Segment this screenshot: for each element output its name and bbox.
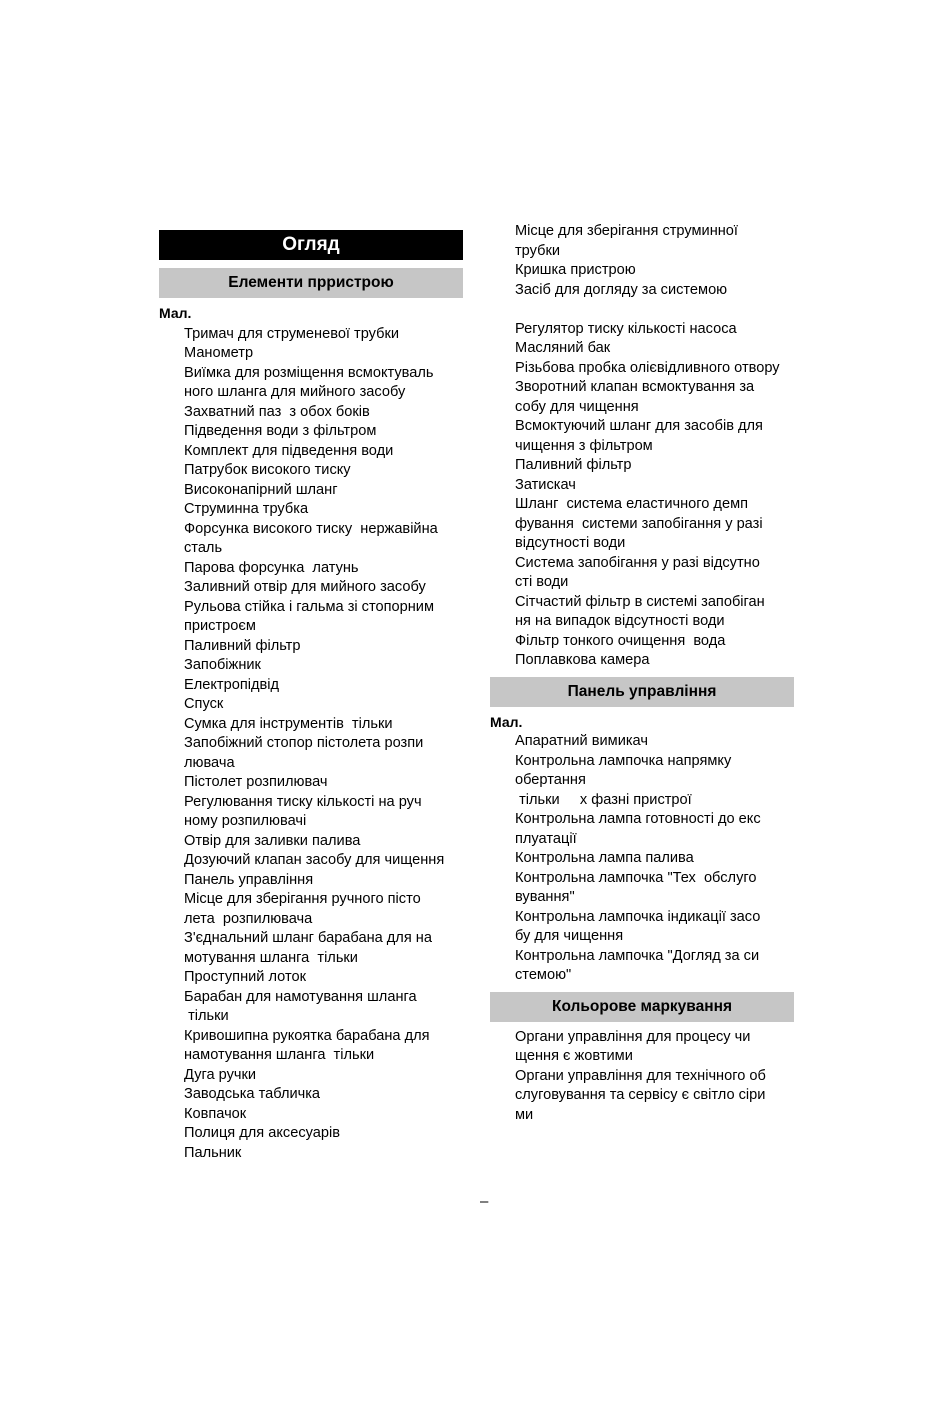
list-item: Органи управління для технічного об <box>515 1067 766 1084</box>
list-item: ми <box>515 1106 534 1123</box>
list-item: Контрольна лампочка "Догляд за си <box>515 947 760 964</box>
section-device-elements: Елементи прристрою <box>159 268 463 298</box>
list-item: Панель управління <box>184 871 314 888</box>
list-item: Зворотний клапан всмоктування за <box>515 379 755 395</box>
list-item: Заводська табличка <box>184 1086 321 1102</box>
list-item: Спуск <box>184 696 224 712</box>
device-elements-list-continued-2 <box>490 320 794 671</box>
list-item: Виїмка для розміщення всмоктуваль <box>184 364 434 381</box>
section-color-coding: Кольорове маркування <box>490 992 794 1022</box>
list-item: Рульова стійка і гальма зі стопорним <box>184 598 434 615</box>
list-item: Захватний паз з обох боків <box>184 403 370 420</box>
list-item: лювача <box>184 754 235 771</box>
list-item: тільки <box>184 1008 229 1024</box>
list-item: Апаратний вимикач <box>515 733 648 749</box>
list-item: Дозуючий клапан засобу для чищення <box>184 852 445 868</box>
control-panel-list <box>490 732 794 986</box>
list-item: Регулювання тиску кількості на руч <box>184 793 422 810</box>
list-item: сталь <box>184 540 223 556</box>
list-item: Сумка для інструментів тільки <box>184 715 393 732</box>
section-control-panel: Панель управління <box>490 677 794 707</box>
list-item: Система запобігання у разі відсутно <box>515 554 760 571</box>
list-item: плуатації <box>515 830 577 847</box>
figure-label-control: Мал. <box>490 713 523 730</box>
list-item: Органи управління для процесу чи <box>515 1028 751 1045</box>
list-item: вування" <box>515 889 575 905</box>
list-item: ного шланга для мийного засобу <box>184 384 406 400</box>
list-item: Отвір для заливки палива <box>184 832 361 849</box>
list-item: Кришка пристрою <box>515 262 636 278</box>
list-item: собу для чищення <box>515 398 639 415</box>
list-item: Ковпачок <box>184 1105 247 1122</box>
list-item: Запобіжний стопор пістолета розпи <box>184 735 424 751</box>
list-item: бу для чищення <box>515 928 624 944</box>
device-elements-list <box>159 325 463 1164</box>
list-item: Регулятор тиску кількості насоса <box>515 320 737 337</box>
list-item: Контрольна лампа палива <box>515 850 694 866</box>
list-item: Місце для зберігання ручного пісто <box>184 891 421 907</box>
list-item: Місце для зберігання струминної <box>515 223 738 239</box>
figure-label: Мал. <box>159 305 192 321</box>
list-item: відсутності води <box>515 535 626 551</box>
list-item: тільки х фазні пристрої <box>515 791 692 808</box>
list-item: фування системи запобігання у разі <box>515 515 763 532</box>
list-item: Поплавкова камера <box>515 652 650 668</box>
list-item: Висoконапірний шланг <box>184 481 338 498</box>
list-item: чищення з фільтром <box>515 437 653 454</box>
list-item: Паливний фільтр <box>184 637 301 654</box>
right-column <box>490 222 794 1125</box>
list-item: Всмоктуючий шланг для засобів для <box>515 418 763 434</box>
list-item: Дуга ручки <box>184 1066 257 1083</box>
list-item: Проступний лоток <box>184 969 306 985</box>
list-item: Сітчастий фільтр в системі запобіган <box>515 593 765 610</box>
list-item: Патрубок високого тиску <box>184 462 351 478</box>
list-item: Тримач для струменевої трубки <box>184 325 400 342</box>
list-item: Різьбова пробка олієвідливного отвору <box>515 359 780 376</box>
list-item: З'єднальний шланг барабана для на <box>184 930 432 946</box>
list-item: Комплект для підведення води <box>184 442 394 459</box>
list-item: ня на випадок відсутності води <box>515 613 725 629</box>
list-item: Масляний бак <box>515 340 611 356</box>
list-item: Манометр <box>184 345 254 361</box>
list-item: Контрольна лампочка індикації засо <box>515 908 761 925</box>
list-item: Парова форсунка латунь <box>184 559 359 576</box>
color-coding-list <box>490 1028 794 1126</box>
list-item: Підведення води з фільтром <box>184 423 377 439</box>
list-item: Затискач <box>515 476 576 493</box>
list-item: Запобіжник <box>184 657 261 673</box>
list-item: Пістолет розпилювач <box>184 774 328 790</box>
device-elements-list-continued <box>490 222 794 300</box>
list-item: Пальник <box>184 1144 242 1161</box>
list-item: пристроєм <box>184 618 256 634</box>
list-item: мотування шланга тільки <box>184 949 358 966</box>
list-item: Електропідвід <box>184 676 280 693</box>
list-item: стемою" <box>515 967 572 983</box>
list-item: Барабан для намотування шланга <box>184 988 417 1005</box>
list-item: обертання <box>515 772 586 788</box>
list-item: намотування шланга тільки <box>184 1047 375 1063</box>
list-item: слуговування та сервісу є світло сіри <box>515 1087 766 1103</box>
list-item: Засіб для догляду за системою <box>515 281 728 298</box>
list-item: лета розпилювача <box>184 910 313 927</box>
list-item: Форсунка високого тиску нержавійна <box>184 520 438 537</box>
list-item: Фільтр тонкого очищення вода <box>515 632 726 649</box>
list-item: Контрольна лампочка напрямку <box>515 752 732 769</box>
list-gap <box>490 300 794 320</box>
page-number: – <box>480 1193 489 1210</box>
list-item: Контрольна лампа готовності до екс <box>515 811 761 827</box>
list-item: щення є жовтими <box>515 1048 633 1064</box>
page-title: Огляд <box>159 230 463 260</box>
list-item: Полиця для аксесуарів <box>184 1125 340 1141</box>
left-column <box>159 222 463 1163</box>
list-item: Заливний отвір для мийного засобу <box>184 579 426 595</box>
list-item: Кривошипна рукоятка барабана для <box>184 1027 430 1044</box>
list-item: Контрольна лампочка "Тех обслуго <box>515 869 757 886</box>
list-item: сті води <box>515 574 569 590</box>
list-item: Паливний фільтр <box>515 457 632 473</box>
list-item: Шланг система еластичного демп <box>515 496 749 512</box>
list-item: трубки <box>515 242 560 259</box>
list-item: Струминна трубка <box>184 501 309 517</box>
list-item: ному розпилювачі <box>184 813 307 829</box>
